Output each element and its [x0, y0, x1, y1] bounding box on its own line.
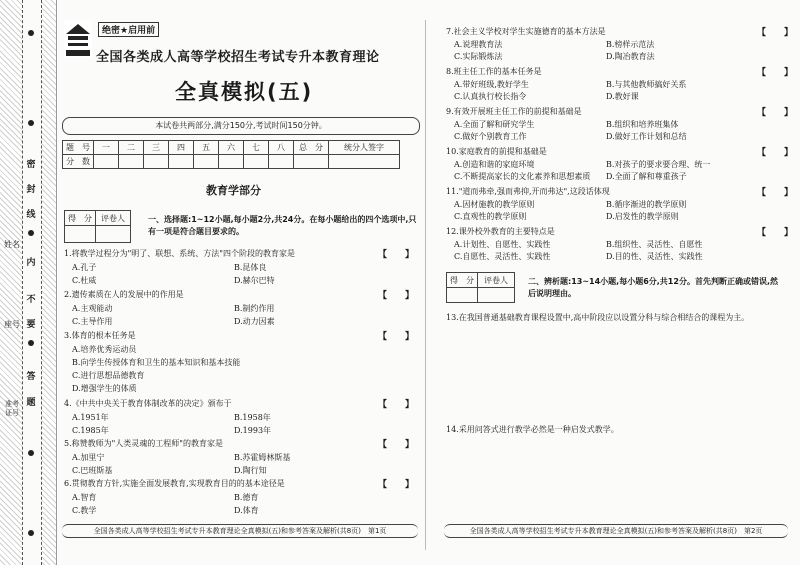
option: A.主观能动	[72, 304, 113, 313]
option: A.孔子	[72, 263, 97, 272]
grader-box	[446, 272, 515, 303]
score-input[interactable]	[169, 155, 194, 169]
option: D.增强学生的体质	[72, 384, 137, 393]
option: D.体育	[234, 506, 259, 515]
page-divider	[425, 20, 426, 550]
question-stem: 6.贯彻教育方针,实施全面发展教育,实现教育目的的基本途径是	[64, 479, 285, 488]
punch-hole-icon	[28, 340, 34, 346]
option: C.不断提高家长的文化素养和思想素质	[454, 172, 591, 181]
question-stem: 1.将教学过程分为"明了、联想、系统、方法"四个阶段的教育家是	[64, 249, 295, 258]
score-input[interactable]	[294, 155, 329, 169]
grader-box	[64, 210, 131, 243]
option: B.对孩子的要求要合理、统一	[606, 160, 711, 169]
option: D.目的性、灵活性、实践性	[606, 252, 703, 261]
score-table-cell: 三	[144, 141, 169, 155]
score-input[interactable]	[219, 155, 244, 169]
question	[446, 146, 711, 181]
score-table-cell: 七	[244, 141, 269, 155]
page-footer-left: 全国各类成人高等学校招生考试专升本教育理论全真模拟(五)和参考答案及解析(共8页) 第1页	[62, 524, 418, 538]
seal-text: 答	[26, 372, 36, 382]
option: B.向学生传授体育和卫生的基本知识和基本技能	[72, 358, 241, 367]
exam-subtitle: 全真模拟(五)	[175, 80, 314, 104]
score-table	[62, 140, 400, 169]
grader-reviewer-label: 评卷人	[478, 273, 515, 288]
part2-instruction: 二、辨析题:13~14小题,每小题6分,共12分。首先判断正确或错误,然后说明理由。	[528, 277, 778, 298]
option: D.赫尔巴特	[234, 276, 275, 285]
option: C.实际锻炼法	[454, 52, 503, 61]
grader-score-label: 得 分	[65, 211, 96, 226]
option: A.创造和谐的家庭环境	[454, 160, 535, 169]
question	[446, 106, 687, 141]
answer-bracket[interactable]: 【 】	[378, 250, 415, 260]
score-input[interactable]	[329, 155, 400, 169]
score-table-cell: 一	[94, 141, 119, 155]
ticket-label: 准考证号	[5, 400, 19, 417]
binding-margin	[0, 0, 57, 565]
seal-text: 题	[26, 398, 36, 408]
score-table-cell: 分 数	[63, 155, 94, 169]
option: D.1993年	[234, 426, 272, 435]
option: B.制约作用	[234, 304, 275, 313]
question-stem: 4.《中共中央关于教育体制改革的决定》颁布于	[64, 399, 232, 408]
question	[446, 226, 703, 261]
seal-text: 要	[26, 320, 36, 330]
question	[64, 289, 275, 326]
option: C.杜威	[72, 276, 97, 285]
score-table-cell: 二	[119, 141, 144, 155]
question	[446, 186, 687, 221]
grader-reviewer-label: 评卷人	[96, 211, 131, 226]
option: A.培养优秀运动员	[72, 345, 137, 354]
answer-bracket[interactable]: 【 】	[757, 148, 794, 158]
question	[64, 248, 295, 285]
grader-reviewer-field[interactable]	[478, 288, 515, 303]
question-stem: 7.社会主义学校对学生实施德育的基本方法是	[446, 27, 606, 36]
option: D.陶冶教育法	[606, 52, 655, 61]
answer-bracket[interactable]: 【 】	[757, 228, 794, 238]
score-table-cell: 八	[269, 141, 294, 155]
grader-score-field[interactable]	[447, 288, 478, 303]
answer-bracket[interactable]: 【 】	[378, 480, 415, 490]
score-table-cell: 六	[219, 141, 244, 155]
question-14: 14.采用问答式进行教学必然是一种启发式教学。	[446, 425, 619, 434]
punch-hole-icon	[28, 530, 34, 536]
option: C.自愿性、灵活性、实践性	[454, 252, 551, 261]
grader-score-label: 得 分	[447, 273, 478, 288]
question	[446, 66, 687, 101]
answer-bracket[interactable]: 【 】	[757, 108, 794, 118]
question	[446, 26, 655, 61]
question-13: 13.在我国普通基础教育课程设置中,高中阶段应以设置分科与综合相结合的课程为主。	[446, 313, 750, 322]
score-input[interactable]	[144, 155, 169, 169]
option: D.全面了解和尊重孩子	[606, 172, 687, 181]
question-stem: 11."道而弗牵,强而弗抑,开而弗达",这段话体现	[446, 187, 610, 196]
right-question-list	[446, 26, 786, 261]
punch-hole-icon	[28, 230, 34, 236]
answer-bracket[interactable]: 【 】	[757, 188, 794, 198]
exam-note: 本试卷共两部分,满分150分,考试时间150分钟。	[62, 117, 420, 135]
left-question-list	[64, 248, 414, 538]
score-input[interactable]	[244, 155, 269, 169]
option: B.榜样示范法	[606, 40, 655, 49]
score-table-cell: 统分人签字	[329, 141, 400, 155]
part1-instruction: 一、选择题:1~12小题,每小题2分,共24分。在每小题给出的四个选项中,只有一项是符合题目要求的。	[148, 215, 417, 236]
option: B.德育	[234, 493, 259, 502]
punch-hole-icon	[28, 450, 34, 456]
name-label: 姓名	[4, 240, 20, 249]
score-table-cell: 四	[169, 141, 194, 155]
publisher-logo-icon	[64, 20, 92, 58]
option: D.陶行知	[234, 466, 267, 475]
seal-text: 线	[26, 210, 36, 220]
page-footer-right: 全国各类成人高等学校招生考试专升本教育理论全真模拟(五)和参考答案及解析(共8页) 第2页	[444, 524, 788, 538]
answer-bracket[interactable]: 【 】	[757, 28, 794, 38]
seal-text: 内	[26, 258, 36, 268]
seat-label: 座号	[4, 320, 20, 329]
seal-text: 密	[26, 160, 36, 170]
question-stem: 9.有效开展班主任工作的前提和基础是	[446, 107, 582, 116]
grader-score-field[interactable]	[65, 226, 96, 243]
option: A.因材施教的教学原则	[454, 200, 535, 209]
score-input[interactable]	[94, 155, 119, 169]
option: C.教学	[72, 506, 97, 515]
question	[64, 478, 285, 515]
seal-text: 不	[26, 295, 36, 305]
option: A.全面了解和研究学生	[454, 120, 535, 129]
punch-hole-icon	[28, 30, 34, 36]
option: A.计划性、自愿性、实践性	[454, 240, 551, 249]
option: C.巴班斯基	[72, 466, 113, 475]
option: A.加里宁	[72, 453, 105, 462]
option: A.带好班级,教好学生	[454, 80, 529, 89]
question-stem: 5.称赞教师为"人类灵魂的工程师"的教育家是	[64, 439, 223, 448]
option: B.循序渐进的教学原则	[606, 200, 687, 209]
question-stem: 2.遗传素质在人的发展中的作用是	[64, 290, 184, 299]
option: D.动力因素	[234, 317, 275, 326]
answer-bracket[interactable]: 【 】	[378, 291, 415, 301]
question	[64, 438, 291, 475]
question	[64, 398, 272, 435]
option: B.组织性、灵活性、自愿性	[606, 240, 703, 249]
answer-bracket[interactable]: 【 】	[378, 400, 415, 410]
question-stem: 3.体育的根本任务是	[64, 331, 136, 340]
question-stem: 10.家庭教育的前提和基础是	[446, 147, 547, 156]
option: D.教好课	[606, 92, 639, 101]
option: A.1951年	[72, 413, 109, 422]
answer-bracket[interactable]: 【 】	[757, 68, 794, 78]
option: B.昆体良	[234, 263, 267, 272]
option: C.主导作用	[72, 317, 113, 326]
score-input[interactable]	[194, 155, 219, 169]
option: B.组织和培养班集体	[606, 120, 679, 129]
option: D.做好工作计划和总结	[606, 132, 687, 141]
option: A.说理教育法	[454, 40, 503, 49]
punch-hole-icon	[28, 120, 34, 126]
question-stem: 8.班主任工作的基本任务是	[446, 67, 542, 76]
score-table-value-row	[63, 155, 400, 169]
score-table-cell: 五	[194, 141, 219, 155]
score-input[interactable]	[269, 155, 294, 169]
option: C.1985年	[72, 426, 109, 435]
score-table-cell: 总 分	[294, 141, 329, 155]
confidential-label: 绝密★启用前	[98, 22, 159, 37]
grader-reviewer-field[interactable]	[96, 226, 131, 243]
option: C.认真执行校长指令	[454, 92, 527, 101]
answer-bracket[interactable]: 【 】	[378, 440, 415, 450]
score-input[interactable]	[119, 155, 144, 169]
question	[64, 330, 241, 393]
exam-title: 全国各类成人高等学校招生考试专升本教育理论	[96, 50, 380, 65]
option: B.苏霍姆林斯基	[234, 453, 291, 462]
option: B.1958年	[234, 413, 271, 422]
option: C.进行思想品德教育	[72, 371, 145, 380]
score-table-cell: 题 号	[63, 141, 94, 155]
section-title: 教育学部分	[206, 184, 261, 197]
seal-strip	[22, 0, 42, 565]
option: C.直观性的教学原则	[454, 212, 527, 221]
score-table-header-row	[63, 141, 400, 155]
answer-bracket[interactable]: 【 】	[378, 332, 415, 342]
seal-text: 封	[26, 185, 36, 195]
option: C.做好个别教育工作	[454, 132, 527, 141]
option: D.启发性的教学原则	[606, 212, 679, 221]
question-stem: 12.课外校外教育的主要特点是	[446, 227, 555, 236]
option: B.与其他教师搞好关系	[606, 80, 687, 89]
option: A.智育	[72, 493, 97, 502]
